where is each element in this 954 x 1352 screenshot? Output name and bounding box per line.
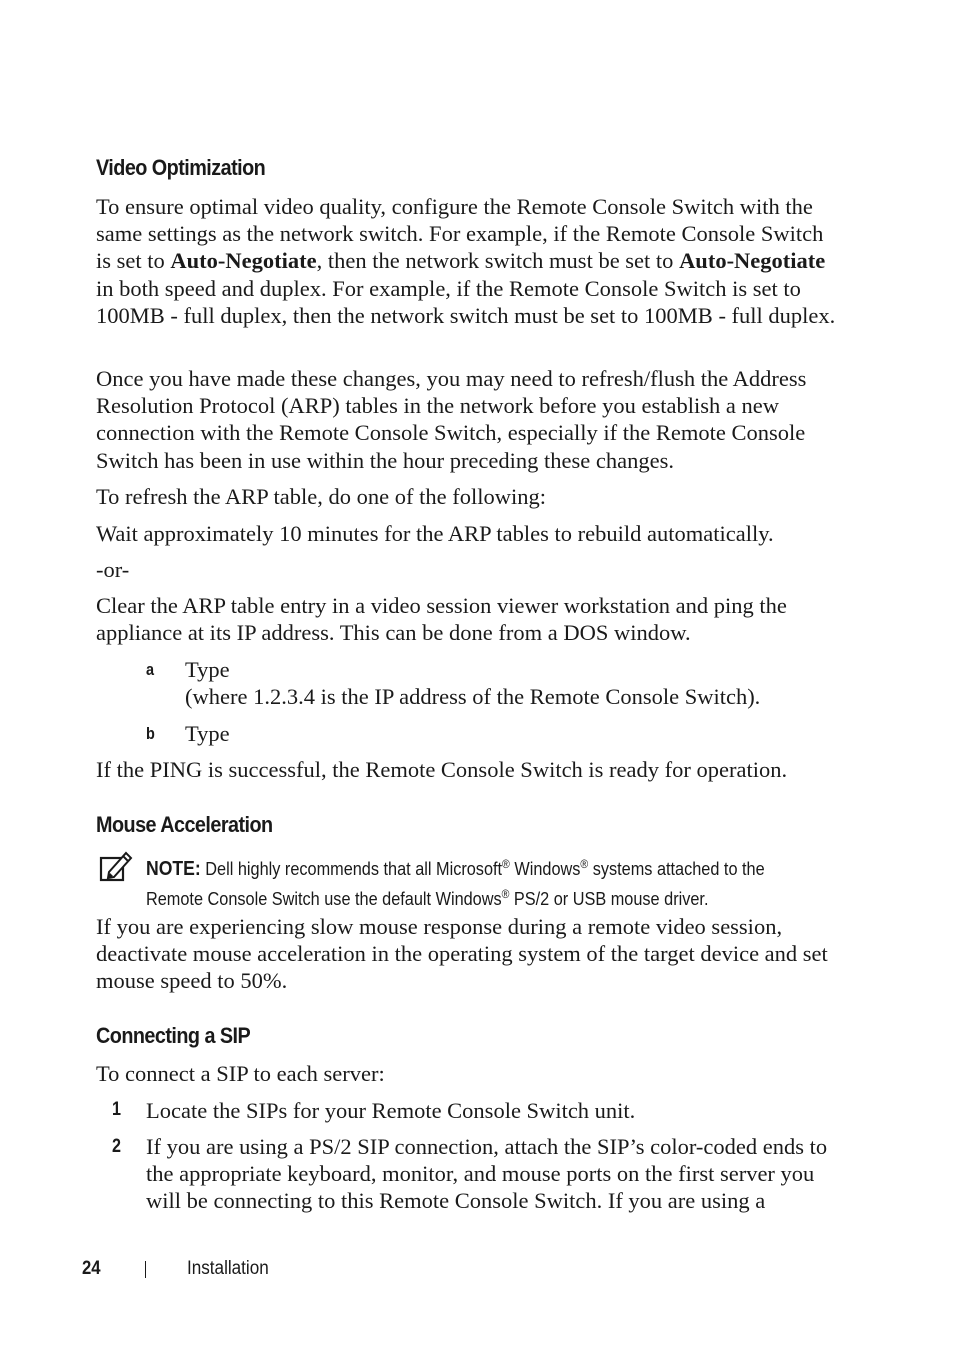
step-marker-a: a <box>146 660 155 679</box>
step-a-text <box>185 656 875 710</box>
paragraph-slow-mouse: If you are experiencing slow mouse response during a remote video session, deactivate mouse acceleration in the operating system of the target device and set mouse speed to 50%. <box>96 914 828 994</box>
paragraph-video-settings <box>96 193 836 329</box>
step-2-text: If you are using a PS/2 SIP connection, attach the SIP’s color-coded ends to the appropriate keyboard, monitor, and mouse ports on the first server you will be connecting to this Remote Console Switch. If you are using a <box>146 1134 828 1214</box>
step-marker-b: b <box>146 724 155 743</box>
page-number: 24 <box>82 1258 101 1279</box>
note-text-run: Dell highly recommends that all Microsoft <box>200 858 503 880</box>
note-label: NOTE: <box>146 858 201 881</box>
registered-mark: ® <box>580 857 589 871</box>
bold-term-auto-negotiate: Auto-Negotiate <box>679 248 826 274</box>
text-run: To ensure optimal video quality, configure the Remote Console Switch with the same settings as the network switch. For example, if the Remote Console Switch is set to <box>96 194 824 274</box>
step-1-text: Locate the SIPs for your Remote Console Switch unit. <box>146 1098 636 1123</box>
paragraph-ping-success: If the PING is successful, the Remote Console Switch is ready for operation. <box>96 757 788 782</box>
paragraph-connect-sip: To connect a SIP to each server: <box>96 1061 385 1086</box>
note-text-run: Windows <box>509 858 581 880</box>
text-run: in both speed and duplex. For example, if the Remote Console Switch is set to 100MB - full duplex, then the network switch must be set to 100MB - full duplex. <box>96 275 836 328</box>
heading-connecting-sip: Connecting a SIP <box>96 1023 251 1048</box>
text-run: , then the network switch must be set to <box>316 248 680 274</box>
step-a-line1: Type <box>185 657 230 682</box>
heading-mouse-acceleration: Mouse Acceleration <box>96 812 273 837</box>
heading-video-optimization: Video Optimization <box>96 155 266 180</box>
footer-section-label: Installation <box>187 1258 269 1279</box>
registered-mark: ® <box>502 857 510 871</box>
paragraph-arp-flush: Once you have made these changes, you may need to refresh/flush the Address Resolution Protocol (ARP) tables in the network before you establish a new connection with the Remote Console Switch, especially if the Remote Console Switch has been in use within the hour preceding these changes. <box>96 366 807 473</box>
paragraph-refresh-arp: To refresh the ARP table, do one of the following: <box>96 484 546 509</box>
step-number-2: 2 <box>112 1136 121 1157</box>
note-mouse-driver <box>146 852 815 911</box>
paragraph-or: -or- <box>96 557 130 582</box>
footer-divider <box>145 1261 146 1278</box>
paragraph-wait: Wait approximately 10 minutes for the ARP tables to rebuild automatically. <box>96 521 774 546</box>
note-text-run: PS/2 or USB mouse driver. <box>509 888 709 910</box>
step-a-line2: (where 1.2.3.4 is the IP address of the Remote Console Switch). <box>185 684 761 710</box>
paragraph-clear-arp: Clear the ARP table entry in a video session viewer workstation and ping the appliance at its IP address. This can be done from a DOS window. <box>96 593 787 646</box>
note-pencil-icon <box>99 850 133 882</box>
step-b-text: Type <box>185 721 230 746</box>
step-number-1: 1 <box>112 1099 121 1120</box>
registered-mark: ® <box>501 887 510 902</box>
note-text-run: systems attached to the Remote Console Switch use the default Windows <box>146 858 765 910</box>
bold-term-auto-negotiate: Auto-Negotiate <box>170 248 317 274</box>
